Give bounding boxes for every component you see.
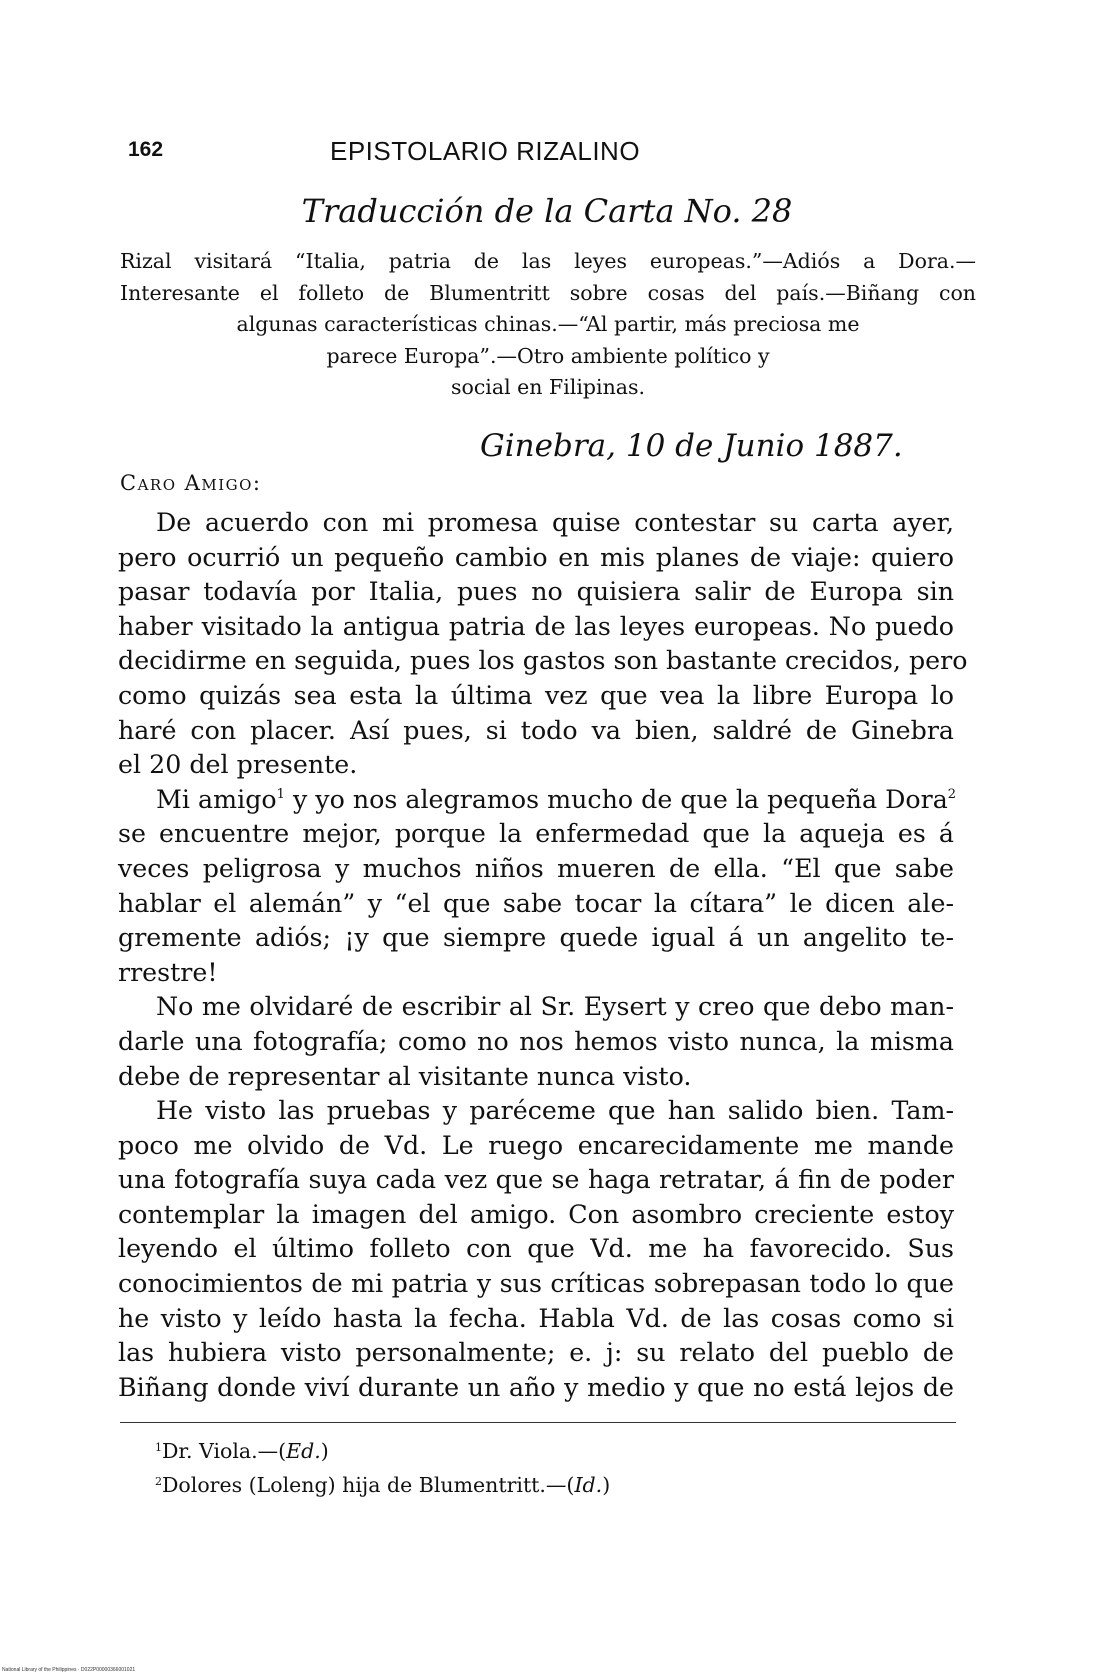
footnote bbox=[155, 1468, 610, 1502]
footnote-ref: 1 bbox=[276, 786, 285, 802]
footnote-text: Dr. Viola.—( bbox=[162, 1439, 287, 1463]
body-line-with-notes bbox=[118, 783, 957, 818]
body-text: Mi amigo bbox=[156, 784, 277, 814]
body-line: decidirme en seguida, pues los gastos son bastante crecidos, pero bbox=[118, 646, 968, 676]
archive-credit: National Library of the Philippines · D022P00000366001021 bbox=[2, 1667, 136, 1673]
footnote-mark: 2 bbox=[155, 1475, 162, 1488]
letter-body bbox=[118, 506, 968, 1405]
summary-line: Rizal visitará “Italia, patria de las leyes europeas.”—Adiós a Dora.— bbox=[120, 249, 976, 273]
body-line: Biñang donde viví durante un año y medio y que no está lejos de bbox=[118, 1372, 954, 1402]
footnote bbox=[155, 1434, 610, 1468]
body-line: pasar todavía por Italia, pues no quisiera salir de Europa sin bbox=[118, 577, 954, 607]
body-line: he visto y leído hasta la fecha. Habla Vd. de las cosas como si bbox=[118, 1303, 954, 1333]
letter-title: Traducción de la Carta No. 28 bbox=[301, 192, 793, 230]
footnote-mark: 1 bbox=[155, 1441, 162, 1454]
page-header bbox=[120, 128, 970, 168]
body-line: De acuerdo con mi promesa quise contestar su carta ayer, bbox=[156, 508, 954, 537]
body-line: darle una fotografía; como no nos hemos visto nunca, la misma bbox=[118, 1026, 954, 1056]
summary-line: algunas características chinas.—“Al partir, más preciosa me bbox=[236, 312, 860, 336]
body-line: el 20 del presente. bbox=[118, 750, 358, 780]
summary-line: social en Filipinas. bbox=[450, 375, 646, 399]
body-line: las hubiera visto personalmente; e. j: su relato del pueblo de bbox=[118, 1338, 954, 1368]
body-line: pero ocurrió un pequeño cambio en mis planes de viaje: quiero bbox=[118, 542, 954, 572]
footnote-ref: 2 bbox=[947, 786, 957, 802]
body-line: veces peligrosa y muchos niños mueren de ella. “El que sabe bbox=[118, 853, 954, 883]
body-line: leyendo el último folleto con que Vd. me ha favorecido. Sus bbox=[118, 1234, 954, 1264]
footnote-text: Dolores (Loleng) hija de Blumentritt.—( bbox=[162, 1473, 575, 1497]
body-text: y yo nos alegramos mucho de que la pequeña Dora bbox=[284, 784, 948, 814]
body-line: gremente adiós; ¡y que siempre quede igual á un angelito te- bbox=[118, 923, 954, 953]
body-line: haré con placer. Así pues, si todo va bien, saldré de Ginebra bbox=[118, 715, 954, 745]
body-line: hablar el alemán” y “el que sabe tocar la cítara” le dicen ale- bbox=[118, 888, 954, 918]
footnote-close: ) bbox=[320, 1439, 329, 1463]
salutation: Caro Amigo: bbox=[120, 471, 262, 495]
footnote-source: Id. bbox=[574, 1473, 603, 1497]
body-line: rrestre! bbox=[118, 957, 218, 987]
body-line: se encuentre mejor, porque la enfermedad que la aqueja es á bbox=[118, 819, 954, 849]
body-line: una fotografía suya cada vez que se haga retratar, á fin de poder bbox=[118, 1165, 954, 1195]
letter-summary bbox=[120, 246, 976, 404]
body-line: No me olvidaré de escribir al Sr. Eysert y creo que debo man- bbox=[156, 992, 954, 1022]
footnote-source: Ed. bbox=[286, 1439, 321, 1463]
body-line: como quizás sea esta la última vez que vea la libre Europa lo bbox=[118, 680, 954, 710]
body-line: poco me olvido de Vd. Le ruego encarecidamente me mande bbox=[118, 1130, 954, 1160]
dateline: Ginebra, 10 de Junio 1887. bbox=[480, 428, 903, 464]
body-line: He visto las pruebas y paréceme que han salido bien. Tam- bbox=[156, 1096, 954, 1126]
body-line: haber visitado la antigua patria de las leyes europeas. No puedo bbox=[118, 611, 954, 641]
summary-line: Interesante el folleto de Blumentritt sobre cosas del país.—Biñang con bbox=[120, 280, 976, 305]
body-line: conocimientos de mi patria y sus críticas sobrepasan todo lo que bbox=[118, 1269, 954, 1299]
body-line: contemplar la imagen del amigo. Con asombro creciente estoy bbox=[118, 1199, 954, 1229]
summary-line: parece Europa”.—Otro ambiente político y bbox=[326, 343, 770, 368]
footnote-close: ) bbox=[602, 1473, 611, 1497]
page-number: 162 bbox=[128, 138, 164, 161]
body-line: debe de representar al visitante nunca visto. bbox=[118, 1061, 692, 1091]
footnotes bbox=[155, 1434, 610, 1502]
running-title: EPISTOLARIO RIZALINO bbox=[330, 136, 641, 166]
footnote-divider bbox=[120, 1422, 956, 1423]
